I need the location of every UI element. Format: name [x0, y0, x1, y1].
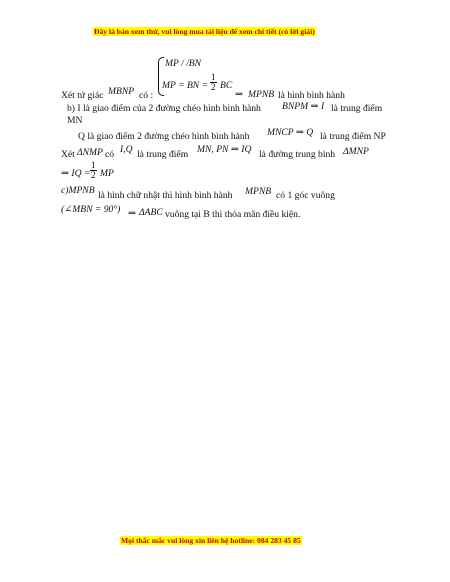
math-mn-pn-iq: MN, PN ⇒ IQ [197, 144, 252, 155]
text-hinh-binh-hanh: là hình bình hành [278, 90, 345, 101]
math-triangle-nmp: ΔNMP [77, 147, 103, 158]
math-mbnp: MBNP [108, 86, 135, 97]
math-mncp-q: MNCP ⇒ Q [267, 127, 314, 138]
equation-equal: MP = BN = [162, 80, 209, 91]
fraction-half-2 [90, 161, 97, 180]
hotline-banner: Mọi thắc mắc vui lòng xin liên hệ hotline: 084 283 45 85 [121, 536, 301, 545]
text-trung-diem: là trung điểm [331, 103, 383, 114]
fraction-numerator: 1 [211, 72, 216, 82]
math-triangle-abc: ΔABC [139, 207, 163, 218]
math-iq-points: I,Q [120, 144, 133, 155]
text-hinh-chu-nhat: là hình chữ nhật thì hình bình hành [98, 190, 233, 201]
math-angle-mbn: (∠MBN = 90°) [61, 204, 121, 215]
text-mn: MN [67, 115, 83, 126]
math-triangle-mnp: ΔMNP [343, 146, 369, 157]
math-iq-equals: ⇒ IQ = [61, 168, 91, 179]
text-co: có : [139, 90, 154, 101]
fraction-numerator-2: 1 [91, 160, 96, 170]
text-co-2: có [105, 149, 115, 160]
fraction-half [210, 73, 217, 92]
math-part-c-mpnb: c)MPNB [61, 185, 95, 196]
equation-parallel: MP / /BN [165, 58, 202, 69]
text-q-giao-diem: Q là giao điểm 2 đường chéo hình bình hành [78, 131, 250, 142]
preview-notice-banner: Đây là bản xem thử, vui lòng mua tài liệu để xem chi tiết (có lời giải) [94, 27, 315, 36]
text-trung-diem-np: là trung điểm NP [320, 131, 386, 142]
fraction-denominator-2: 2 [91, 170, 96, 180]
implies-symbol: ⇒ [235, 89, 244, 100]
equation-bc: BC [220, 80, 233, 91]
math-mpnb: MPNB [248, 89, 275, 100]
text-goc-vuong: có 1 góc vuông [276, 190, 335, 201]
text-duong-trung-binh: là đường trung bình [259, 149, 336, 160]
text-vuong-tai-b: vuông tại B thì thỏa mãn điều kiện. [165, 209, 301, 220]
math-mp: MP [100, 168, 114, 179]
text-part-b: b) I là giao điểm của 2 đường chéo hình bình hành [67, 103, 261, 114]
math-mpnb-2: MPNB [245, 186, 272, 197]
fraction-denominator: 2 [211, 82, 216, 92]
math-bnpm-i: BNPM ⇒ I [282, 101, 325, 112]
text-xet-tu-giac: Xét tứ giác [61, 90, 104, 101]
implies-symbol-2: ⇒ [128, 208, 137, 219]
text-xet: Xét [61, 149, 75, 160]
text-la-trung-diem: là trung điểm [137, 149, 189, 160]
